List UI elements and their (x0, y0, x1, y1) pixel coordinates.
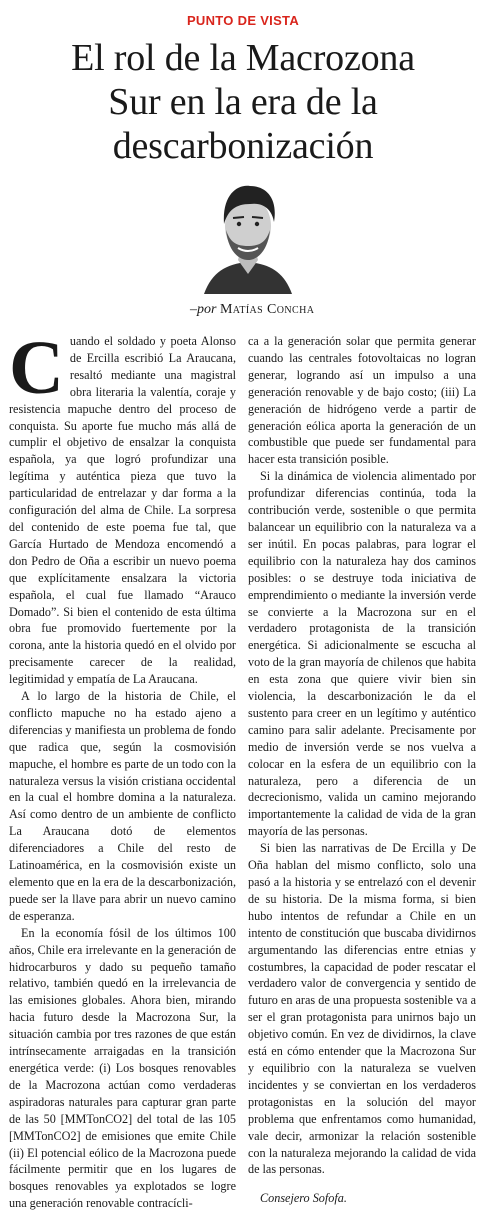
headline-line-1: El rol de la Macrozona (71, 37, 415, 79)
article-column-right (248, 333, 476, 1207)
body-paragraph (9, 925, 236, 1212)
article-column-left (9, 326, 236, 1212)
paragraph-text-part-2: ca a la generación solar que permita generar cuando las centrales fotovoltaicas no logran generar, logrando así un impulso a una generación renovable y de bajo costo; (iii) La generación de hidrógeno verde a partir de generación eólica aporta la generación de un combustible que puede ser fundamental para hacer esta transición posible. (248, 334, 476, 467)
byline-prefix: –por (190, 302, 220, 317)
author-signature: Consejero Sofofa. (260, 1191, 347, 1206)
headline-line-2: Sur en la era de la (108, 81, 378, 123)
body-paragraph (9, 326, 236, 688)
body-paragraph: Si bien las narrativas de De Ercilla y De Oña hablan del mismo conflicto, solo una pasó a la historia y se entrelazó con el devenir de su historia. De la misma forma, si bien hubo intentos de refundar a Chile en un intento de constitución que buscaba dividirnos argumentando las diferencias entre etnias y costumbres, la capacidad de poder rescatar el verdadero valor de convergencia y sentido de futuro en aras de una propuesta sostenible va a ser el gran protagonista para unirnos bajo un objetivo común. En vez de dividirnos, la clave está en cómo entender que la Macrozona Sur y equilibrio con la naturaleza se vuelven incidentes y se conviertan en los verdaderos protagonistas en la solución del mayor problema que enfrentamos como humanidad, vale decir, armonizar la relación sostenible con la naturaleza mejorando la calidad de vida de las personas. (248, 841, 476, 1177)
drop-cap: C (9, 326, 64, 410)
section-label: PUNTO DE VISTA (186, 13, 300, 28)
headline-line-3: descarbonización (112, 125, 374, 167)
author-name: Matías Concha (219, 302, 315, 317)
body-paragraph: Si la dinámica de violencia alimentado por profundizar diferencias continúa, toda la contribución verde, sostenible o que permita balancear un equilibrio con la naturaleza va a ser inútil. En pocas palabras, para lograr el equilibrio con la naturaleza hay dos caminos posibles: o se destruye toda iniciativa de emprendimiento o mediante la inversión verde se convierte a la Macrozona sur en el verdadero protagonista de la transición energética. Si adicionalmente se escucha al voto de la gran mayoría de chilenos que habita en esta zona que quiere vivir bien sin violencia, la descarbonización le da el sustento para creer en un legítimo y auténtico camino para salir adelante. Precisamente por medio de inversión verde se nos vuelva a colocar en la esfera de un equilibrio con la naturaleza, pero a diferencia de un decrecionismo, valida un camino mejorando importantemente la calidad de vida de la gran mayoría de las personas. (248, 469, 476, 839)
body-paragraph: A lo largo de la historia de Chile, el conflicto mapuche no ha estado ajeno a diferencias y manifiesta un problema de fondo que radica que, según la cosmovisión mapuche, el hombre es parte de un todo con la naturaleza versus la visión cristiana occidental en la cual el hombre domina a la naturaleza. Así como dentro de un ambiente de conflicto La Araucana dotó de elementos diferenciadores a Chile del resto de Latinoamérica, en la cosmovisión existe un elemento que en la era de la descarbonización, puede ser la llave para abrir un nuevo camino de esperanza. (9, 689, 236, 923)
paragraph-text-part-1: En la economía fósil de los últimos 100 años, Chile era irrelevante en la generación de hidrocarburos y dado su pequeño tamaño relativo, también quedó en la irrelevancia de las emisiones globales. Ahora bien, mirando hacia futuro desde la Macrozona Sur, la situación cambia por tres razones de que están intrínsecamente arraigadas en la transición energética verde: (i) Los bosques renovables de la Macrozona actúan como verdaderas aspiradoras naturales para capturar gran parte de las 50 [MMTonCO2] del total de las 105 [MMTonCO2] de emisiones que emite Chile (ii) El potencial eólico de la Macrozona puede fácilmente permitir que en los lugares de bosques renovables ya explotados se logre una generación renovable contracícli- (9, 925, 236, 1211)
body-paragraph-continued (248, 333, 476, 468)
article-headline (0, 36, 486, 168)
article-byline (190, 302, 314, 318)
paragraph-text: uando el soldado y poeta Alonso de Ercilla escribió La Araucana, resaltó mediante una magistral obra literaria la valentía, coraje y resistencia mapuche dentro del proceso de conquista. Su aporte fue mucho más allá de cumplir el objetivo de ensalzar la conquista española, ya que logró profundizar una legítima y auténtica pieza que tuvo la particularidad de entrelazar y dar forma a la configuración del alma de Chile. La sorpresa del contenido de este poema fue tal, que García Hurtado de Mendoza encomendó a don Pedro de Oña a escribir un nuevo poema que explícitamente ensalzara la victoria española, el cual fue llamado “Arauco Domado”. Si bien el contenido de esta última obra fue promovido fuertemente por la corona, ante la historia quedó en el olvido por precisamente carecer de la realidad, legitimidad y empatía de La Araucana. (9, 334, 236, 687)
author-portrait-icon (198, 176, 298, 296)
